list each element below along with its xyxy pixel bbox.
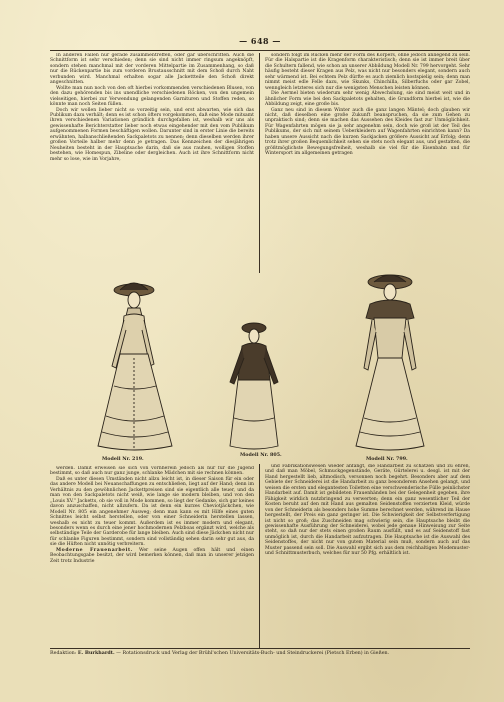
page-number: — 648 — (239, 36, 281, 46)
paragraph: werden. Damit erweisen sie sich von vornherein jedoch als nur für die Jugend bestimmt, so daß auch nur ganz junge, schlanke Mädchen mit sie rechnen können. (50, 466, 254, 477)
publisher-text: — Rotationsdruck und Verlag der Brühl'schen Universitäts-Buch- und Steindruckerei (Pietsch Erben) in Gießen. (116, 651, 390, 656)
footer-rule (50, 648, 470, 649)
section-paragraph (50, 548, 254, 564)
section-heading: Moderne Frauenarbeit. (56, 547, 133, 553)
section-body: Wer seine Augen offen hält und einen Beobachtungsgabe besitzt, der wird bemerken können, daß man in unserer jetzigen Zeit trotz Industrie (50, 547, 254, 564)
figure-caption: Modell Nr. 799. (366, 456, 408, 462)
paragraph: In anderen Fällen nur gerade zusammentreffen, oder gar überschritten. Auch die Schnittform ist sehr verschieden; denn sie sind nicht immer ringsum angeknöpft, sondern stehen manchmal mit der vorderen Mittelpartie im Zusammenhang, so daß nur die Rückenpartie bis zum vorderen Brustausschnitt mit dem Schoß durch Naht verbunden wird. Manchmal erhalten sogar alle Jackettteile den Schoß direkt angeschnitten. (50, 53, 254, 86)
column-divider (259, 53, 260, 273)
editor-name: E. Burkhardt. (77, 650, 115, 656)
paragraph: Die Aermel bieten wiederum sehr wenig Abwechslung, sie sind meist weit und in ähnlicher Form wie bei den Sackpaletots gehalten, die Grundform hierbei ist, wie die Abbildung zeigt, eine große bis. (265, 91, 470, 108)
figure-caption: Modell Nr. 805. (240, 452, 282, 458)
figure-caption: Modell Nr. 219. (102, 456, 144, 462)
column-divider (259, 464, 260, 648)
editor-label: Redaktion: (50, 651, 77, 656)
fashion-figure-799 (340, 268, 440, 454)
paragraph: Doch wir wollen lieber nicht so vorzeitig sein, und erst abwarten, wie sich das Publikum dazu verhält; denn es ist schon öfters vorgekommen, daß eine Mode mitsamt ihren verschiedenen Variationen gründlich durchgefallen ist, weshalb wir uns als gewissenhafte Berichterstatter lieber noch etwas eingehender mit den vom Publikum aufgenommenen Formen beschäftigen wollen. Darunter sind in erster Linie die bereits erwähnten, halbanschließenden Sackpaletots zu nennen; denn dieselben werden ihrer großen Vorteile halber mehr denn je getragen. Das Kennzeichen der diesjährigen Neuheiten besteht in der Hauptsache darin, daß sie aus rauhen, wolligen Stoffen bestehen, wie Homespun, Zibeline oder dergleichen. Auch ist ihre Schnittform nicht mehr so lose, wie im Vorjahre, (50, 107, 254, 162)
paragraph: Ganz neu sind in diesem Winter auch die ganz langen Mäntel; doch glauben wir nicht, daß dieselben eine große Zukunft beanspruchen, da sie zum Gehen zu unpraktisch sind; denn sie machen das Aussehen des Kleides fast zur Unmöglichkeit. Für Wagenfahrten mögen sie ja sehr angenehm sein, doch wie groß ist der Teil des Publikums, der sich mit seinem Ueberkleidern auf Wagenfahrten einrichten kann? Da haben unsere Aussicht nach die kurzen Sackjacken größere Aussicht auf Erfolg; denn trotz ihrer großen Bequemlichkeit sehen sie stets noch elegant aus, und gestatten, die größtmöglichste Bewegungsfreiheit, weshalb sie viel für die Eisenbahn und für Wintersport im allgemeinen getragen (265, 107, 470, 157)
fashion-figure-805 (222, 318, 286, 450)
top-left-column (50, 53, 254, 273)
header-rule (50, 50, 470, 51)
top-right-column (265, 53, 470, 273)
imprint-footer (50, 650, 470, 660)
paragraph: sondern folgt im Rücken mehr der Form des Körpers, ohne jedoch anliegend zu sein. Für die Halspartie ist die Kragenform charakteristisch; denn sie ist immer breit über die Schultern fallend, wie schon an unserer Abbildung Modell Nr. 799 hervorgeht. Sehr häufig besteht dieser Kragen aus Pelz, was nicht nur besonders elegant, sondern auch sehr wärmend ist. Bei echtem Pelz dürfte es auch ziemlich kostspielig sein; denn man nimmt meist edle Felle dazu, wie Skunks, Chinchilla, Silberfuchs oder gar Zobel, wenngleich letzteres sich nur die wenigsten Menschen leisten können. (265, 53, 470, 91)
paragraph: und Fabrikationswesen wieder anfängt, die Handarbeit zu schätzen und zu ehren, und daß man Möbel, Schmuckgegenstände, Geräte, Gürtelerei u. desgl. ist mit der Hand hergestellt lieb, altmodisch, versonnen noch begehrt. Besonders aber auf dem Gebiete der Schneiderei ist die Handarbeit zu ganz besonderem Ansehen gelangt, und weisen die ersten und elegantesten Toiletten eine verschwenderische Fülle peinlichster Handarbeit auf. Damit ist gebildeten Frauenhänden bei der Gelegenheit gegeben, ihre Fähigkeit wirklich nutzbringend zu verwerten; denn ein ganz wesentlicher Teil der Kosten beruht auf den mit Hand aus gemalten Seidenstoffen verzierten Kleid, würde von der Schneiderin als besonders hohe Summe berechnet werden, während im Hause hergestellt, der Preis ein ganz geringer ist. Die Schwierigkeit der Selbstverfertigung ist nicht so groß; das Zuschneiden mag schwierig sein, die Hauptsache bleibt die gewissenhafte Ausführung der Schneiderei, wobei jede genaue Hinweisung zur Seite steht, so daß nur der stets einen großen Raum ausfüllt, und es auf Seidenstoff fast unmöglich ist, durch die Handarbeit aufzutragen. Die Hauptsache ist die Auswahl des Seidenstoffes, der nicht nur von gutem Material sein muß, sondern auch auf das Muster passend sein soll. Die Auswahl ergibt sich aus dem reichhaltigen Modemuster- und Schnittmusterbuch, welches für nur 50 Pfg. erhältlich ist. (265, 464, 470, 557)
paragraph: Wollte man nun noch von den oft hierbei vorkommenden verschiedenen Blusen, von den dazu gehörenden bis ins unendliche verschiedenen Röcken, von den ungemein vielseitigen, hierbei zur Verwendung gelangenden Garnituren und Stoffen reden, so könnte man noch Seiten füllen. (50, 85, 254, 108)
bottom-right-column (265, 464, 470, 648)
fashion-figure-219 (84, 276, 180, 456)
bottom-left-column (50, 466, 254, 648)
paragraph: Daß es unter diesen Umständen nicht allzu leicht ist, in dieser Saison für ein oder das andere Modell bei Neuanschaffungen zu entschließen, liegt auf der Hand; denn im Verhältnis zu den gewöhnlichen Jackettpreisen sind sie eigentlich alle teuer, und da man von den Sackpaletots nicht weiß, wie lange sie modern bleiben, und von den „Louis XV.“ Jacketts, ob sie voll in Mode kommen, so liegt der Gedanke, sich gar keines davon anzuschaffen, nicht allzufern. Da ist denn ein kurzes Cheviotjäckchen, wie Modell Nr. 805 ein angenehmer Ausweg; denn man kann es mit Hilfe eines guten Schnittes leicht selbst herstellen, oder von einer Schneiderin herstellen lassen, weshalb es nicht zu teuer kommt. Außerdem ist es immer modern und elegant, besonders wenn es durch eine jener hochmodernen Pelzboas ergänzt wird, welche als selbständige Teile der Garderobe für lange bleiben. Auch sind diese Jäckchen nicht nur für schlanke Figuren bestimmt, sondern sind vollständig sehen darin sehr gut aus, da sie die Hüften nicht unnötig verbreitern. (50, 476, 254, 548)
